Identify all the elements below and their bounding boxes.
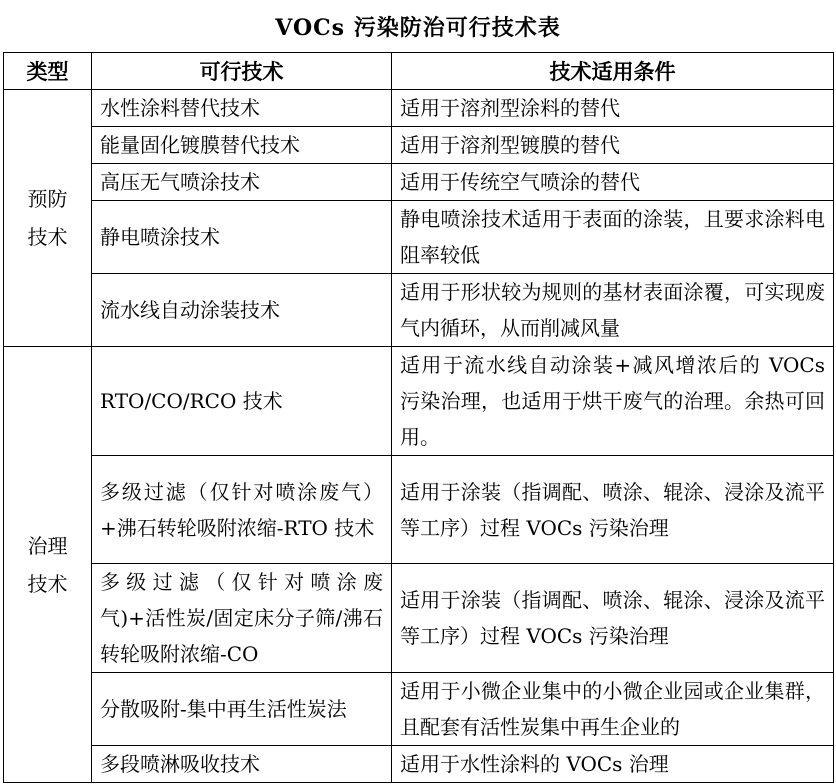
table-row (4, 90, 834, 127)
tech-cell: 分散吸附-集中再生活性炭法 (92, 673, 392, 746)
table-row (4, 673, 834, 746)
condition-cell: 适用于水性涂料的 VOCs 治理 (392, 746, 834, 783)
table-row (4, 201, 834, 274)
condition-cell: 适用于流水线自动涂装+减风增浓后的 VOCs 污染治理，也适用于烘干废气的治理。余热可回用。 (392, 347, 834, 456)
tech-cell: 高压无气喷涂技术 (92, 164, 392, 201)
category-label-line: 技术 (27, 225, 68, 249)
table-row (4, 274, 834, 347)
category-label-line: 技术 (27, 571, 68, 596)
header-condition: 技术适用条件 (392, 53, 834, 90)
tech-cell: 静电喷涂技术 (92, 201, 392, 274)
tech-cell: 流水线自动涂装技术 (92, 274, 392, 347)
table-row (4, 746, 834, 783)
condition-cell: 适用于涂装（指调配、喷涂、辊涂、浸涂及流平等工序）过程 VOCs 污染治理 (392, 456, 834, 564)
category-label-line: 治理 (27, 533, 68, 558)
table-row (4, 564, 834, 673)
table-row (4, 127, 834, 164)
condition-cell: 适用于形状较为规则的基材表面涂覆，可实现废气内循环，从而削减风量 (392, 274, 834, 347)
header-type: 类型 (4, 53, 92, 90)
table-row (4, 456, 834, 564)
category-prevention (4, 90, 92, 347)
vocs-technology-table (3, 52, 834, 783)
table-title: VOCs 污染防治可行技术表 (275, 15, 561, 41)
condition-cell: 适用于溶剂型镀膜的替代 (392, 127, 834, 164)
tech-cell: 多级过滤（仅针对喷涂废气）+沸石转轮吸附浓缩-RTO 技术 (92, 456, 392, 564)
condition-cell: 静电喷涂技术适用于表面的涂装，且要求涂料电阻率较低 (392, 201, 834, 274)
tech-cell: 多级过滤（仅针对喷涂废气)+活性炭/固定床分子筛/沸石转轮吸附浓缩-CO (92, 564, 392, 673)
condition-cell: 适用于涂装（指调配、喷涂、辊涂、浸涂及流平等工序）过程 VOCs 污染治理 (392, 564, 834, 673)
tech-cell: RTO/CO/RCO 技术 (92, 347, 392, 456)
tech-cell: 水性涂料替代技术 (92, 90, 392, 127)
tech-cell: 多段喷淋吸收技术 (92, 746, 392, 783)
header-tech: 可行技术 (92, 53, 392, 90)
tech-cell: 能量固化镀膜替代技术 (92, 127, 392, 164)
condition-cell: 适用于溶剂型涂料的替代 (392, 90, 834, 127)
header-row (4, 53, 834, 90)
condition-cell: 适用于小微企业集中的小微企业园或企业集群，且配套有活性炭集中再生企业的 (392, 673, 834, 746)
table-row (4, 164, 834, 201)
category-treatment (4, 347, 92, 783)
table-row (4, 347, 834, 456)
condition-cell: 适用于传统空气喷涂的替代 (392, 164, 834, 201)
category-label-line: 预防 (27, 187, 68, 211)
